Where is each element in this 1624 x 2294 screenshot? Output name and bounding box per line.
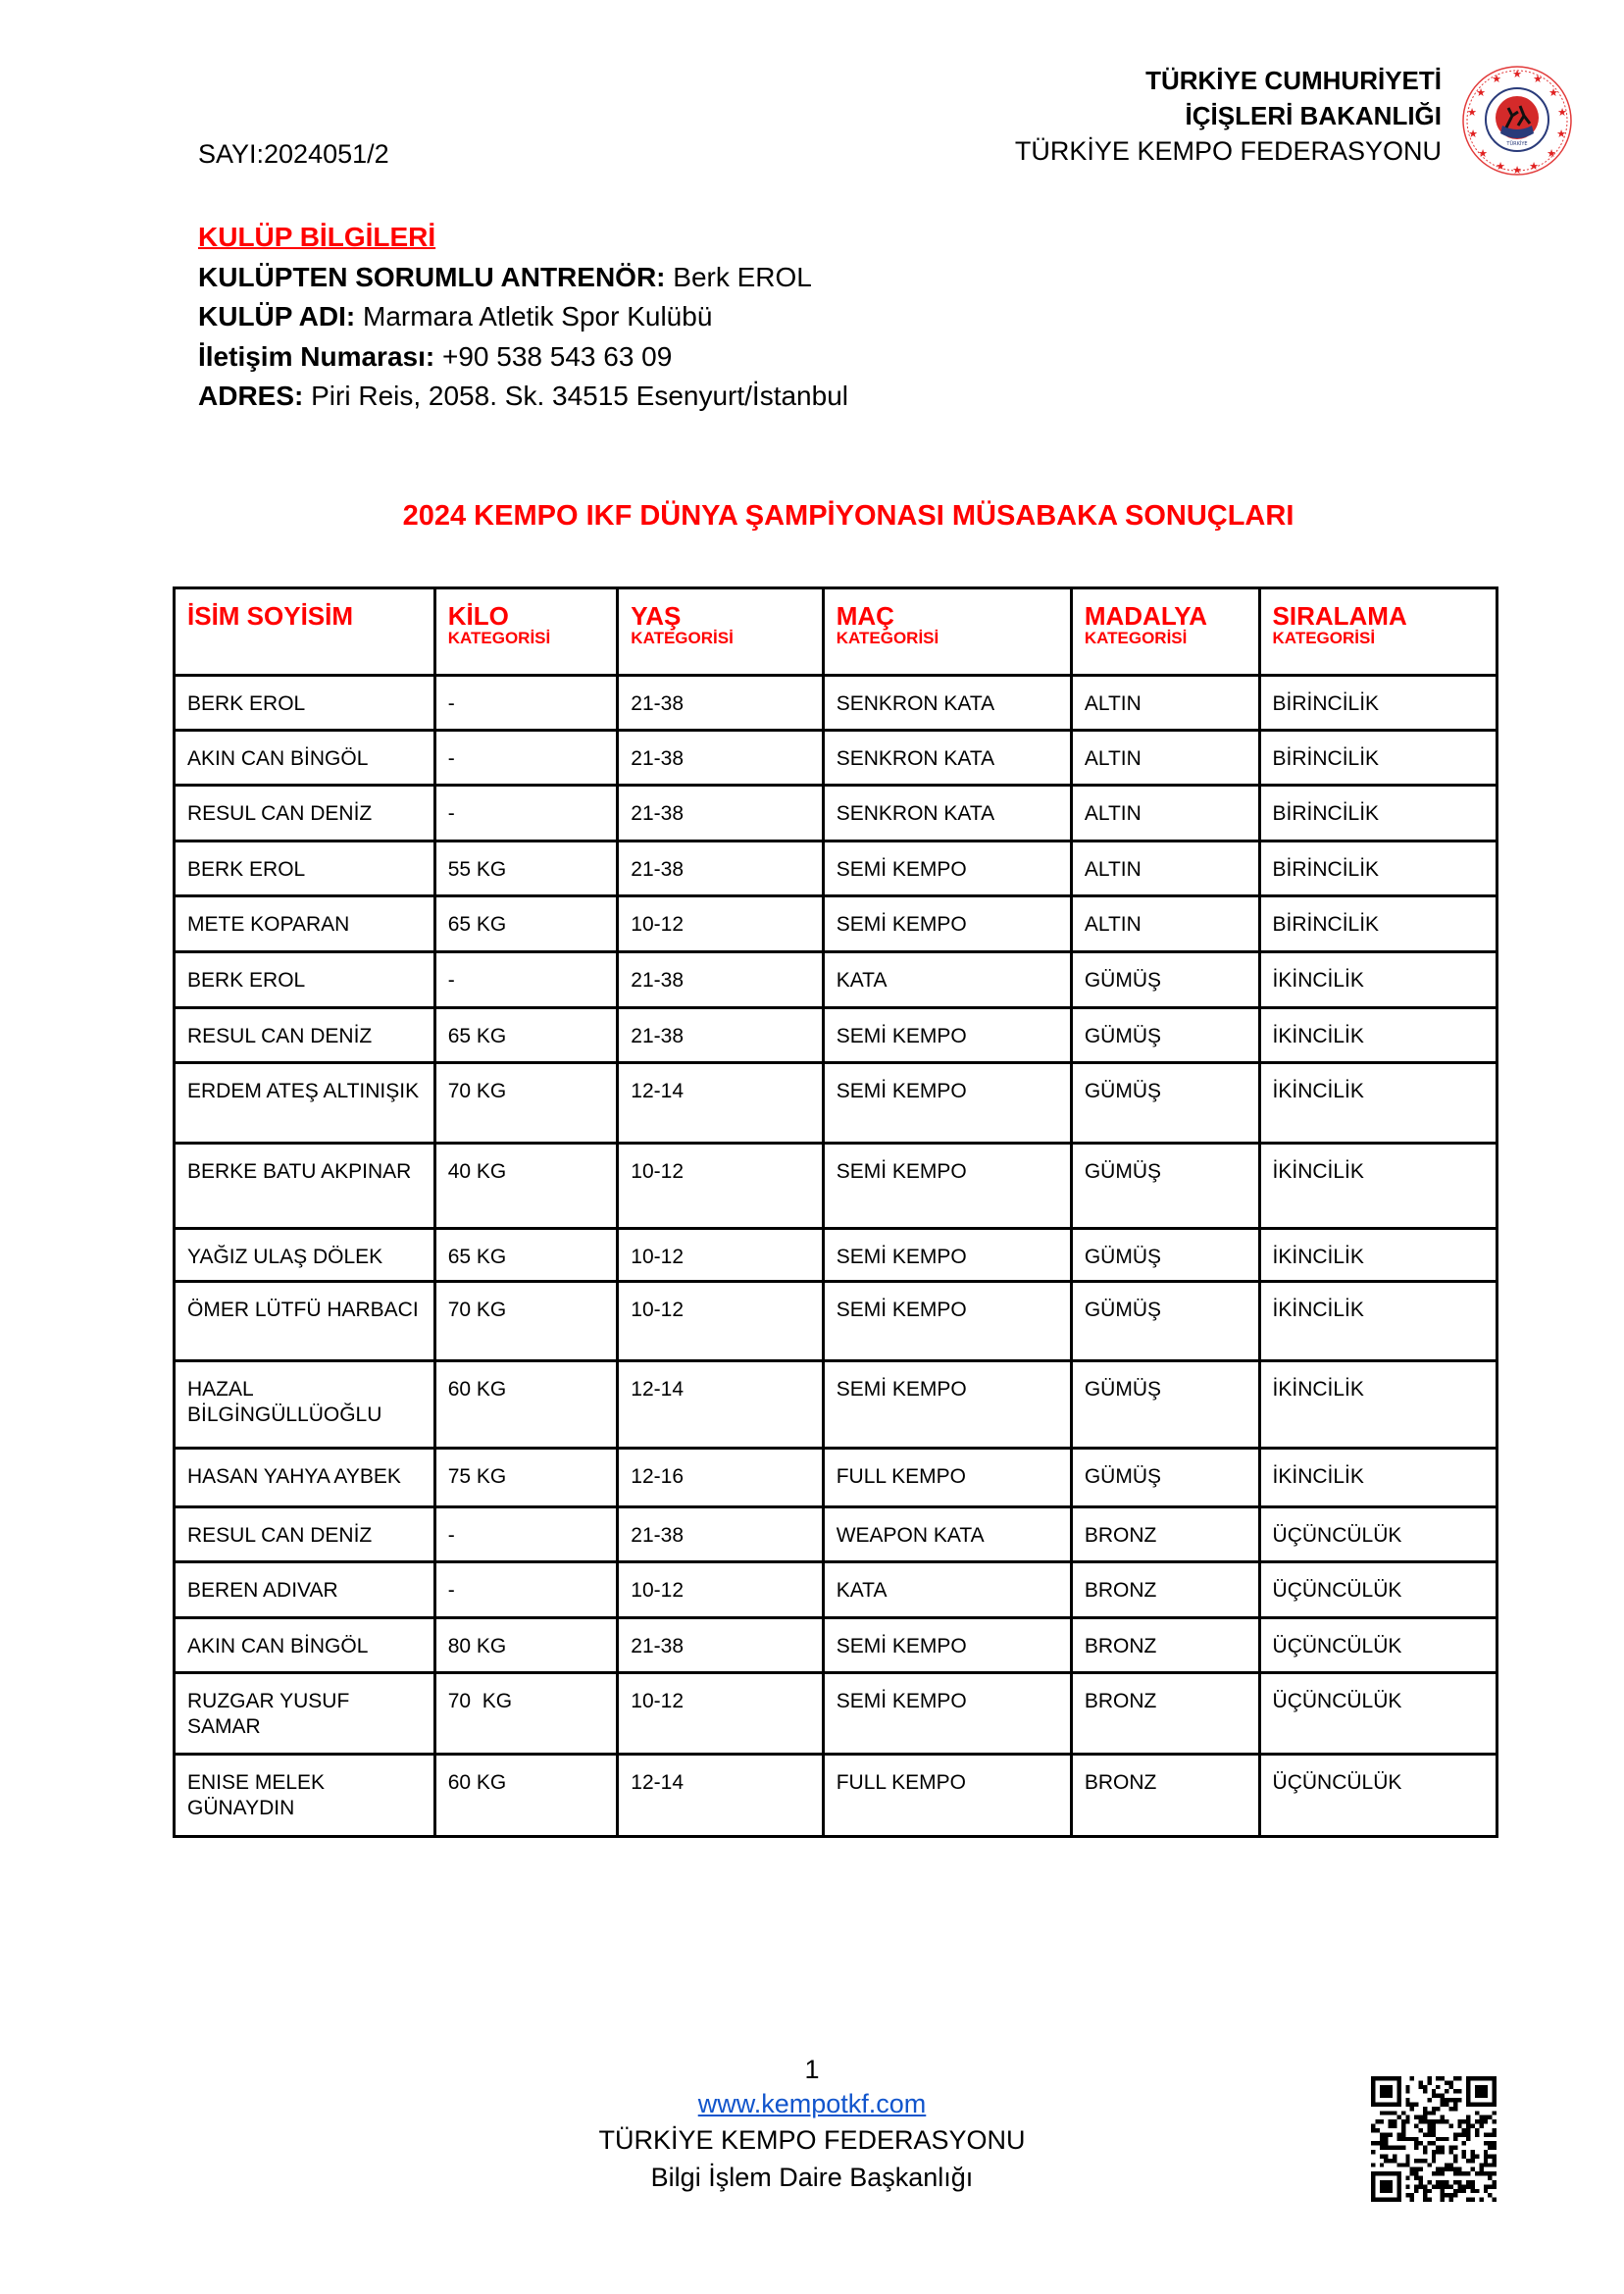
cell-weight-category: 60 KG [434, 1755, 618, 1837]
cell-weight-category: 65 KG [434, 1229, 618, 1282]
page-number: 1 [804, 2055, 820, 2084]
cell-ranking: İKİNCİLİK [1259, 1229, 1497, 1282]
cell-medal: GÜMÜŞ [1071, 1282, 1259, 1361]
cell-weight-category: 60 KG [434, 1361, 618, 1449]
cell-ranking: ÜÇÜNCÜLÜK [1259, 1507, 1497, 1562]
field-value: Marmara Atletik Spor Kulübü [355, 301, 713, 331]
svg-text:★: ★ [1492, 73, 1501, 85]
table-row [175, 1361, 1497, 1449]
cell-match-category: SEMİ KEMPO [823, 1144, 1071, 1229]
club-field-coach [198, 258, 848, 298]
cell-match-category: SEMİ KEMPO [823, 1361, 1071, 1449]
cell-ranking: ÜÇÜNCÜLÜK [1259, 1755, 1497, 1837]
letterhead [1015, 63, 1442, 169]
svg-text:★: ★ [1512, 164, 1522, 177]
table-row [175, 1229, 1497, 1282]
cell-weight-category: - [434, 1562, 618, 1618]
field-label: ADRES: [198, 381, 304, 411]
cell-ranking: ÜÇÜNCÜLÜK [1259, 1673, 1497, 1755]
column-header-sub: KATEGORİSİ [447, 629, 551, 647]
svg-text:★: ★ [1512, 68, 1522, 80]
svg-text:★: ★ [1529, 160, 1539, 173]
cell-weight-category: 70 KG [434, 1673, 618, 1755]
cell-ranking: BİRİNCİLİK [1259, 896, 1497, 952]
cell-weight-category: 70 KG [434, 1063, 618, 1144]
table-row [175, 1562, 1497, 1618]
cell-ranking: İKİNCİLİK [1259, 1361, 1497, 1449]
cell-age-category: 10-12 [618, 896, 823, 952]
cell-medal: ALTIN [1071, 731, 1259, 786]
svg-text:★: ★ [1548, 86, 1558, 99]
cell-age-category: 10-12 [618, 1282, 823, 1361]
table-row [175, 731, 1497, 786]
cell-match-category: FULL KEMPO [823, 1449, 1071, 1507]
cell-match-category: SEMİ KEMPO [823, 1008, 1071, 1063]
table-row [175, 896, 1497, 952]
table-row [175, 1449, 1497, 1507]
cell-ranking: İKİNCİLİK [1259, 952, 1497, 1008]
cell-athlete-name: BERK EROL [175, 676, 435, 731]
table-row [175, 786, 1497, 841]
cell-weight-category: 70 KG [434, 1282, 618, 1361]
column-header-main: MADALYA [1084, 601, 1208, 631]
table-row [175, 841, 1497, 896]
results-title: 2024 KEMPO IKF DÜNYA ŞAMPİYONASI MÜSABAKA SONUÇLARI [402, 500, 1294, 532]
cell-medal: GÜMÜŞ [1071, 1229, 1259, 1282]
table-row [175, 1673, 1497, 1755]
cell-athlete-name: ERDEM ATEŞ ALTINIŞIK [175, 1063, 435, 1144]
table-row [175, 676, 1497, 731]
column-header-main: YAŞ [631, 601, 682, 631]
cell-age-category: 21-38 [618, 1008, 823, 1063]
footer-department: Bilgi İşlem Daire Başkanlığı [650, 2163, 974, 2192]
column-header [434, 588, 618, 676]
cell-age-category: 21-38 [618, 952, 823, 1008]
cell-match-category: SENKRON KATA [823, 731, 1071, 786]
cell-age-category: 10-12 [618, 1562, 823, 1618]
svg-text:TÜRKİYE: TÜRKİYE [1506, 141, 1528, 147]
cell-medal: ALTIN [1071, 841, 1259, 896]
table-row [175, 1008, 1497, 1063]
website-link[interactable]: www.kempotkf.com [697, 2089, 927, 2118]
cell-medal: ALTIN [1071, 896, 1259, 952]
cell-age-category: 21-38 [618, 676, 823, 731]
field-label: KULÜP ADI: [198, 301, 356, 331]
cell-age-category: 21-38 [618, 1507, 823, 1562]
column-header [175, 588, 435, 676]
footer-org-name: TÜRKİYE KEMPO FEDERASYONU [598, 2125, 1026, 2155]
letterhead-line-2: İÇİŞLERİ BAKANLIĞI [1185, 101, 1442, 130]
cell-athlete-name: METE KOPARAN [175, 896, 435, 952]
cell-age-category: 12-14 [618, 1361, 823, 1449]
cell-medal: GÜMÜŞ [1071, 1063, 1259, 1144]
cell-weight-category: - [434, 731, 618, 786]
cell-athlete-name: BERKE BATU AKPINAR [175, 1144, 435, 1229]
cell-medal: BRONZ [1071, 1507, 1259, 1562]
table-header-row [175, 588, 1497, 676]
column-header [1259, 588, 1497, 676]
column-header-main: MAÇ [836, 601, 894, 631]
table-row [175, 1618, 1497, 1673]
column-header-sub: KATEGORİSİ [631, 629, 734, 647]
svg-text:★: ★ [1547, 147, 1556, 160]
cell-medal: GÜMÜŞ [1071, 1144, 1259, 1229]
cell-athlete-name: YAĞIZ ULAŞ DÖLEK [175, 1229, 435, 1282]
table-row [175, 1507, 1497, 1562]
cell-match-category: FULL KEMPO [823, 1755, 1071, 1837]
cell-age-category: 21-38 [618, 731, 823, 786]
cell-ranking: BİRİNCİLİK [1259, 731, 1497, 786]
cell-medal: GÜMÜŞ [1071, 952, 1259, 1008]
cell-match-category: SENKRON KATA [823, 676, 1071, 731]
cell-weight-category: 65 KG [434, 1008, 618, 1063]
cell-medal: ALTIN [1071, 676, 1259, 731]
cell-medal: BRONZ [1071, 1755, 1259, 1837]
federation-seal-icon [1461, 65, 1573, 177]
cell-ranking: ÜÇÜNCÜLÜK [1259, 1618, 1497, 1673]
letterhead-line-1: TÜRKİYE CUMHURİYETİ [1145, 66, 1442, 95]
field-value: Berk EROL [665, 261, 812, 292]
cell-match-category: KATA [823, 952, 1071, 1008]
cell-ranking: BİRİNCİLİK [1259, 841, 1497, 896]
cell-athlete-name: HAZAL BİLGİNGÜLLÜOĞLU [175, 1361, 435, 1449]
cell-match-category: SENKRON KATA [823, 786, 1071, 841]
svg-text:★: ★ [1556, 127, 1566, 140]
cell-ranking: ÜÇÜNCÜLÜK [1259, 1562, 1497, 1618]
cell-match-category: SEMİ KEMPO [823, 1618, 1071, 1673]
field-label: KULÜPTEN SORUMLU ANTRENÖR: [198, 261, 666, 292]
cell-medal: BRONZ [1071, 1673, 1259, 1755]
cell-athlete-name: HASAN YAHYA AYBEK [175, 1449, 435, 1507]
svg-text:★: ★ [1478, 147, 1488, 160]
svg-text:★: ★ [1557, 106, 1567, 119]
cell-athlete-name: BERK EROL [175, 841, 435, 896]
cell-ranking: BİRİNCİLİK [1259, 676, 1497, 731]
cell-ranking: İKİNCİLİK [1259, 1282, 1497, 1361]
results-table [173, 586, 1498, 1838]
svg-text:★: ★ [1533, 73, 1543, 85]
field-value: Piri Reis, 2058. Sk. 34515 Esenyurt/İstanbul [303, 381, 848, 411]
cell-match-category: KATA [823, 1562, 1071, 1618]
cell-athlete-name: BERK EROL [175, 952, 435, 1008]
reference-number: SAYI:2024051/2 [198, 139, 389, 169]
cell-age-category: 10-12 [618, 1144, 823, 1229]
cell-age-category: 21-38 [618, 786, 823, 841]
field-value: +90 538 543 63 09 [434, 340, 673, 372]
cell-ranking: BİRİNCİLİK [1259, 786, 1497, 841]
club-field-address [198, 377, 848, 417]
column-header-sub: KATEGORİSİ [1084, 629, 1188, 647]
cell-weight-category: 55 KG [434, 841, 618, 896]
cell-match-category: WEAPON KATA [823, 1507, 1071, 1562]
cell-athlete-name: ENISE MELEK GÜNAYDIN [175, 1755, 435, 1837]
cell-medal: GÜMÜŞ [1071, 1008, 1259, 1063]
cell-age-category: 10-12 [618, 1673, 823, 1755]
cell-ranking: İKİNCİLİK [1259, 1063, 1497, 1144]
cell-age-category: 21-38 [618, 841, 823, 896]
cell-match-category: SEMİ KEMPO [823, 1063, 1071, 1144]
cell-age-category: 10-12 [618, 1229, 823, 1282]
table-row [175, 952, 1497, 1008]
club-info [198, 218, 848, 417]
cell-weight-category: 40 KG [434, 1144, 618, 1229]
cell-weight-category: 65 KG [434, 896, 618, 952]
cell-match-category: SEMİ KEMPO [823, 1282, 1071, 1361]
cell-ranking: İKİNCİLİK [1259, 1008, 1497, 1063]
cell-medal: BRONZ [1071, 1618, 1259, 1673]
field-label: İletişim Numarası: [198, 340, 435, 372]
cell-athlete-name: RESUL CAN DENİZ [175, 1008, 435, 1063]
table-row [175, 1755, 1497, 1837]
cell-match-category: SEMİ KEMPO [823, 841, 1071, 896]
table-row [175, 1063, 1497, 1144]
table-row [175, 1282, 1497, 1361]
cell-athlete-name: AKIN CAN BİNGÖL [175, 731, 435, 786]
svg-text:★: ★ [1476, 86, 1486, 99]
column-header-main: İSİM SOYİSİM [187, 601, 354, 631]
cell-weight-category: - [434, 952, 618, 1008]
cell-age-category: 21-38 [618, 1618, 823, 1673]
letterhead-line-3: TÜRKİYE KEMPO FEDERASYONU [1014, 136, 1442, 166]
column-header-sub: KATEGORİSİ [836, 629, 939, 647]
cell-weight-category: 80 KG [434, 1618, 618, 1673]
column-header-sub: KATEGORİSİ [1272, 629, 1376, 647]
cell-medal: GÜMÜŞ [1071, 1361, 1259, 1449]
cell-ranking: İKİNCİLİK [1259, 1449, 1497, 1507]
cell-athlete-name: ÖMER LÜTFÜ HARBACI [175, 1282, 435, 1361]
cell-age-category: 12-16 [618, 1449, 823, 1507]
qr-code-icon [1371, 2076, 1497, 2202]
column-header [823, 588, 1071, 676]
cell-match-category: SEMİ KEMPO [823, 896, 1071, 952]
cell-age-category: 12-14 [618, 1063, 823, 1144]
cell-ranking: İKİNCİLİK [1259, 1144, 1497, 1229]
cell-age-category: 12-14 [618, 1755, 823, 1837]
cell-medal: BRONZ [1071, 1562, 1259, 1618]
column-header-main: KİLO [447, 601, 509, 631]
cell-match-category: SEMİ KEMPO [823, 1229, 1071, 1282]
cell-weight-category: - [434, 676, 618, 731]
club-info-title: KULÜP BİLGİLERİ [198, 222, 436, 252]
table-row [175, 1144, 1497, 1229]
cell-medal: ALTIN [1071, 786, 1259, 841]
cell-athlete-name: RUZGAR YUSUF SAMAR [175, 1673, 435, 1755]
cell-weight-category: - [434, 786, 618, 841]
cell-weight-category: 75 KG [434, 1449, 618, 1507]
cell-athlete-name: RESUL CAN DENİZ [175, 786, 435, 841]
cell-match-category: SEMİ KEMPO [823, 1673, 1071, 1755]
svg-text:★: ★ [1467, 106, 1477, 119]
cell-weight-category: - [434, 1507, 618, 1562]
column-header [1071, 588, 1259, 676]
column-header-main: SIRALAMA [1272, 601, 1407, 631]
club-field-phone [198, 337, 848, 378]
column-header [618, 588, 823, 676]
cell-athlete-name: AKIN CAN BİNGÖL [175, 1618, 435, 1673]
club-field-name [198, 297, 848, 337]
cell-athlete-name: RESUL CAN DENİZ [175, 1507, 435, 1562]
cell-athlete-name: BEREN ADIVAR [175, 1562, 435, 1618]
svg-text:★: ★ [1496, 160, 1505, 173]
svg-text:★: ★ [1468, 127, 1478, 140]
cell-medal: GÜMÜŞ [1071, 1449, 1259, 1507]
